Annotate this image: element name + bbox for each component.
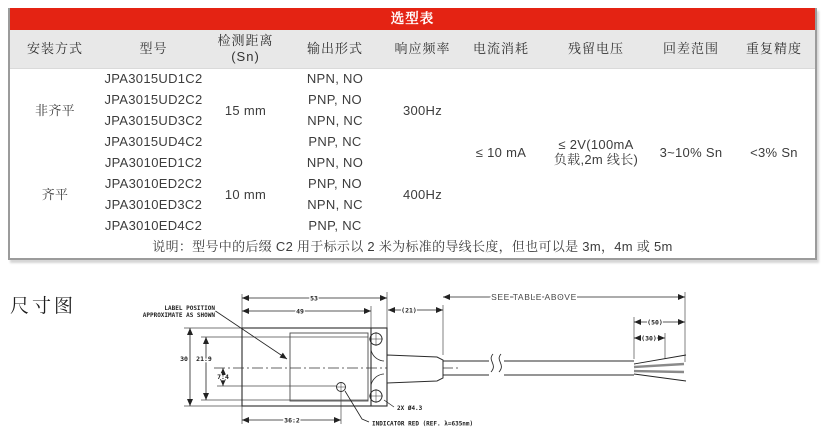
- model-cell: JPA3010ED2C2: [100, 174, 207, 195]
- cable-outline: [443, 361, 634, 375]
- selection-table: [10, 30, 815, 258]
- col-header-mounting: 安装方式: [10, 30, 100, 69]
- col-header-output: 输出形式: [284, 30, 386, 69]
- model-cell: JPA3015UD1C2: [100, 69, 207, 91]
- table-row: [10, 69, 815, 91]
- wire-ends: [634, 355, 686, 381]
- col-header-model: 型号: [100, 30, 207, 69]
- holes-leader: [384, 400, 394, 407]
- ear-arc-top: [371, 350, 384, 361]
- label-position-line1: LABEL POSITION: [164, 305, 215, 312]
- holes-label: 2X Ø4.3: [397, 405, 423, 412]
- residual-voltage-line1: ≤ 2V(100mA: [558, 137, 634, 153]
- mounting-flush: 齐平: [10, 153, 100, 237]
- dim-label-height: 21.9: [196, 355, 212, 363]
- label-area: [290, 333, 368, 401]
- residual-voltage-line2: 负载,2m 线长): [553, 152, 639, 167]
- see-table-label: SEE TABLE ABOVE: [491, 292, 577, 302]
- output-cell: NPN, NO: [284, 69, 386, 91]
- model-cell: JPA3015UD4C2: [100, 132, 207, 153]
- header-row: [10, 30, 815, 69]
- distance-nonflush: 15 mm: [207, 69, 284, 154]
- col-header-repeatability: 重复精度: [733, 30, 815, 69]
- dimension-section-title: 尺寸图: [10, 296, 77, 317]
- dim-wire-strip: (50): [647, 318, 663, 327]
- model-cell: JPA3015UD3C2: [100, 111, 207, 132]
- sensor-body: [242, 328, 387, 406]
- body-outline: [242, 328, 387, 406]
- cable-gland: [387, 355, 443, 383]
- dim-gland: (21): [401, 306, 417, 315]
- indicator-led: [336, 382, 346, 392]
- model-cell: JPA3010ED3C2: [100, 195, 207, 216]
- output-cell: PNP, NC: [284, 132, 386, 153]
- mounting-holes: [369, 332, 383, 403]
- frequency-flush: 400Hz: [386, 153, 459, 237]
- dim-wire-strip-inner: (30): [641, 334, 657, 343]
- output-cell: NPN, NO: [284, 153, 386, 174]
- selection-table-panel: [8, 8, 817, 260]
- output-cell: PNP, NO: [284, 174, 386, 195]
- dim-indicator-x: 36.2: [284, 416, 300, 425]
- label-position-line2: APPROXIMATE AS SHOWN: [142, 312, 215, 319]
- ear-arc-bottom: [371, 374, 384, 385]
- dim-height: 30: [180, 355, 188, 363]
- cable-break-symbol: [491, 354, 501, 372]
- col-header-residual: 残留电压: [543, 30, 649, 69]
- leader-lines: [214, 307, 394, 422]
- table-note: 说明：型号中的后缀 C2 用于标示以 2 米为标准的导线长度，但也可以是 3m，4m 或 5m: [10, 237, 815, 258]
- distance-flush: 10 mm: [207, 153, 284, 237]
- label-leader: [214, 310, 287, 359]
- indicator-circle: [337, 383, 346, 392]
- indicator-leader: [345, 391, 369, 422]
- col-header-hysteresis: 回差范围: [649, 30, 733, 69]
- residual-voltage: [543, 69, 649, 238]
- col-header-current: 电流消耗: [459, 30, 543, 69]
- output-cell: PNP, NC: [284, 216, 386, 237]
- col-header-distance-line1: 检测距离: [217, 32, 274, 48]
- dim-indicator-offset: 7.4: [217, 373, 229, 381]
- cable-assembly: [387, 354, 686, 383]
- col-header-distance-line2: (Sn): [231, 49, 260, 64]
- model-cell: JPA3015UD2C2: [100, 90, 207, 111]
- model-cell: JPA3010ED4C2: [100, 216, 207, 237]
- col-header-frequency: 响应频率: [386, 30, 459, 69]
- table-title-bar: 选型表: [10, 8, 815, 30]
- mounting-nonflush: 非齐平: [10, 69, 100, 154]
- note-row: [10, 237, 815, 258]
- frequency-nonflush: 300Hz: [386, 69, 459, 154]
- repeat-accuracy: <3% Sn: [733, 69, 815, 238]
- output-cell: PNP, NO: [284, 90, 386, 111]
- col-header-distance: [207, 30, 284, 69]
- hysteresis-range: 3~10% Sn: [649, 69, 733, 238]
- indicator-label: INDICATOR RED (REF. λ=635nm): [372, 420, 474, 428]
- dim-length-total: 53: [310, 294, 318, 303]
- output-cell: NPN, NC: [284, 195, 386, 216]
- extension-lines: [184, 292, 685, 424]
- mounting-hole-bottom: [370, 390, 382, 402]
- model-cell: JPA3010ED1C2: [100, 153, 207, 174]
- mounting-hole-top: [370, 333, 382, 345]
- dimension-lines: [190, 294, 685, 420]
- dim-length-body: 49: [296, 307, 304, 316]
- current-consumption: ≤ 10 mA: [459, 69, 543, 238]
- output-cell: NPN, NC: [284, 111, 386, 132]
